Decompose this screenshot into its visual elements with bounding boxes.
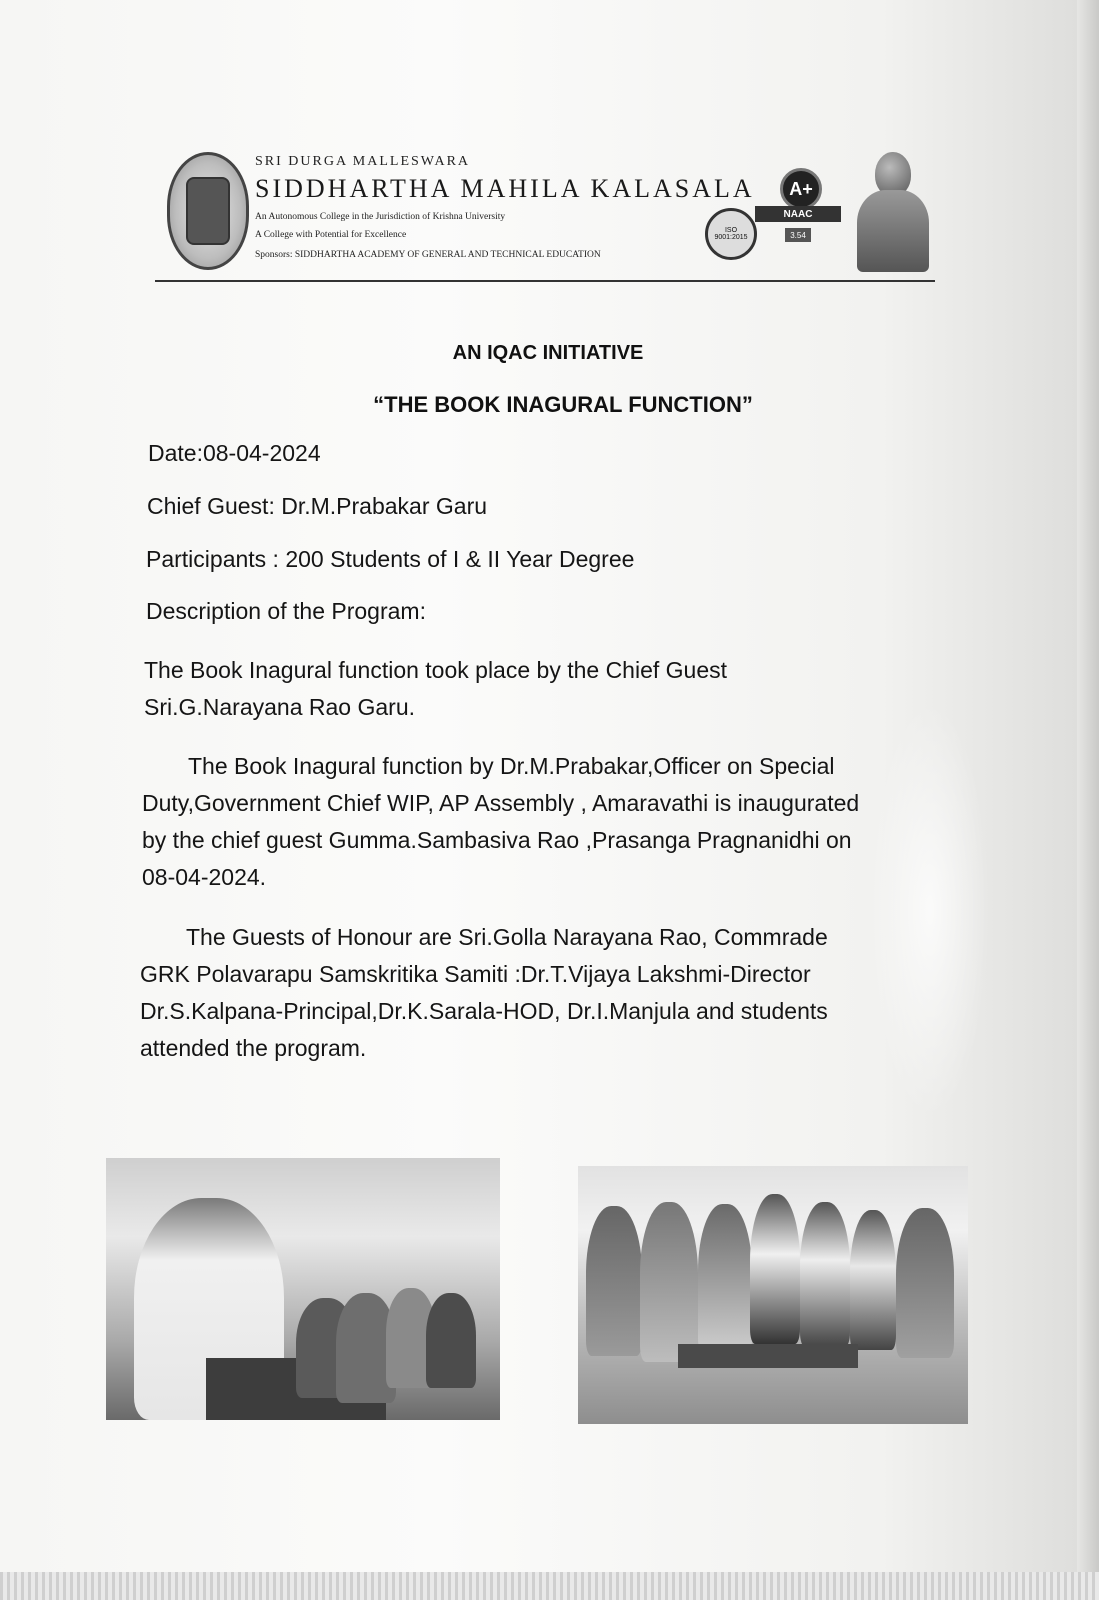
photo-glare [870,700,990,1120]
letterhead [155,148,955,288]
org-subtitle: SRI DURGA MALLESWARA [255,154,471,169]
paragraph-line: GRK Polavarapu Samskritika Samiti :Dr.T.Vijaya Lakshmi-Director [140,961,811,987]
event-title: “THE BOOK INAGURAL FUNCTION” [373,392,753,417]
chief-guest: Chief Guest: Dr.M.Prabakar Garu [147,493,488,519]
paragraph-2 [142,748,964,896]
guest-figure [586,1206,642,1356]
page-edge-shadow [1077,0,1099,1600]
college-seal-logo [167,152,249,270]
org-affiliation: An Autonomous College in the Jurisdiction of Krishna University [255,212,506,222]
paragraph-line: Dr.S.Kalpana-Principal,Dr.K.Sarala-HOD, Dr.I.Manjula and students [140,998,828,1024]
iso-label: ISO 9001:2015 [714,227,748,241]
photo-speaker-at-podium [106,1158,500,1420]
audience-figure [426,1293,476,1388]
paragraph-line: The Guests of Honour are Sri.Golla Narayana Rao, Commrade [186,924,828,950]
buddha-statue-image [855,150,931,272]
org-sponsors: Sponsors: SIDDHARTHA ACADEMY OF GENERAL AND TECHNICAL EDUCATION [255,250,601,260]
naac-grade: A+ [780,168,822,210]
buddha-body-shape [857,190,929,272]
paragraph-line: Sri.G.Narayana Rao Garu. [144,694,416,720]
paragraph-line: 08-04-2024. [142,864,267,890]
participants: Participants : 200 Students of I & II Year Degree [146,546,635,572]
seal-emblem-icon [186,177,230,245]
org-name: SIDDHARTHA MAHILA KALASALA [255,174,755,203]
guest-figure [640,1202,698,1362]
event-date: Date:08-04-2024 [148,440,321,466]
paragraph-line: The Book Inagural function took place by the Chief Guest [144,657,728,683]
paragraph-3 [140,919,945,1067]
guest-figure [896,1208,954,1358]
guest-figure [750,1194,800,1344]
naac-label: NAAC [755,206,841,222]
paragraph-1 [144,652,904,726]
paragraph-line: by the chief guest Gumma.Sambasiva Rao ,Prasanga Pragnanidhi on [142,827,852,853]
guest-figure [698,1204,752,1354]
initiative-heading: AN IQAC INITIATIVE [452,342,644,364]
letterhead-divider [155,280,935,282]
naac-badge [755,168,841,246]
table-shape [678,1344,858,1368]
guest-figure [850,1210,896,1350]
photo-book-release-group [578,1166,968,1424]
org-status: A College with Potential for Excellence [255,230,407,240]
scan-bottom-strip [0,1572,1099,1600]
iso-badge [705,208,757,260]
paragraph-line: attended the program. [140,1035,367,1061]
guest-figure [800,1202,850,1347]
paragraph-line: Duty,Government Chief WIP, AP Assembly , Amaravathi is inaugurated [142,790,860,816]
naac-score: 3.54 [785,228,811,242]
paragraph-line: The Book Inagural function by Dr.M.Prabakar,Officer on Special [188,753,835,779]
description-label: Description of the Program: [146,598,426,624]
